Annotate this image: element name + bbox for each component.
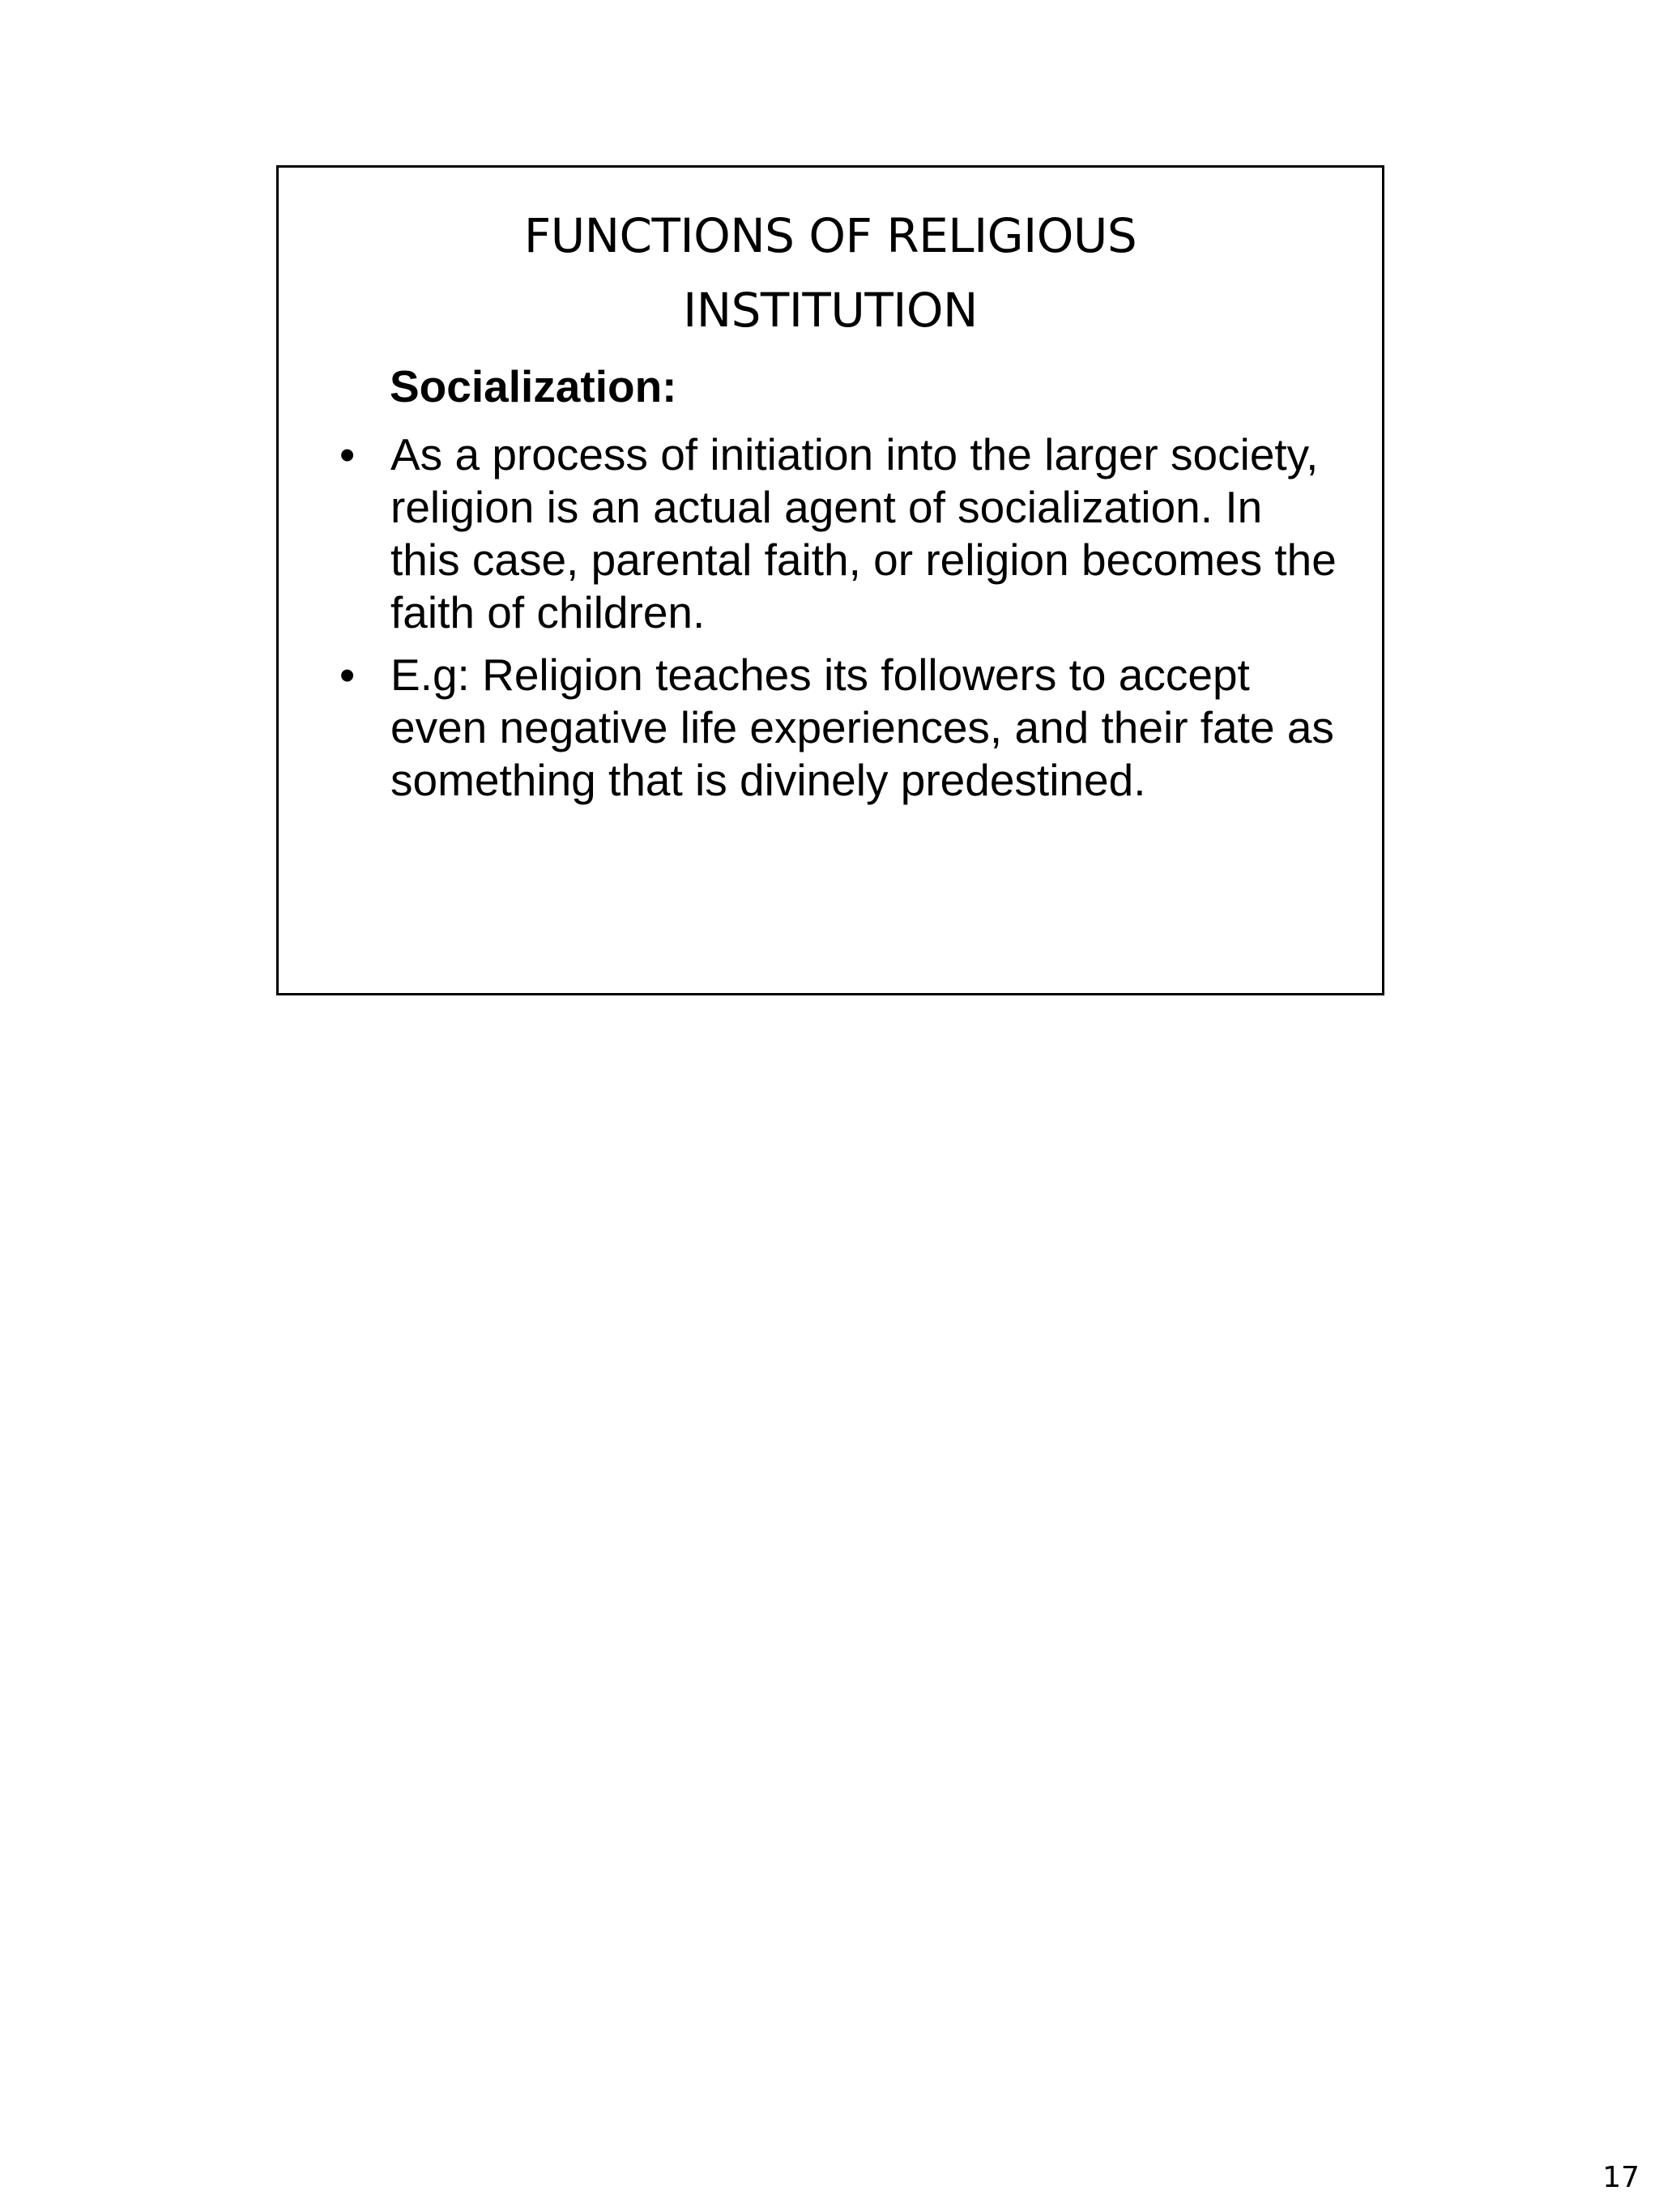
section-heading: Socialization: (390, 361, 677, 411)
slide-title (279, 198, 1382, 347)
bullet-list (339, 428, 1344, 816)
bullet-text: As a process of initiation into the larger society, religion is an actual agent of socialization. In this case, parental faith, or religion becomes the faith of children. (390, 429, 1337, 637)
bullet-text: E.g: Religion teaches its followers to accept even negative life experiences, and their fate as something that is divinely predestined. (390, 650, 1334, 805)
slide-title-line-1: FUNCTIONS OF RELIGIOUS (523, 208, 1137, 263)
bullet-icon: • (339, 429, 356, 479)
page-number: 17 (1602, 2161, 1640, 2194)
bullet-item (339, 649, 1344, 807)
slide-frame (276, 165, 1384, 995)
slide-title-line-2: INSTITUTION (683, 283, 978, 338)
bullet-icon: • (339, 650, 356, 700)
bullet-item (339, 428, 1344, 639)
